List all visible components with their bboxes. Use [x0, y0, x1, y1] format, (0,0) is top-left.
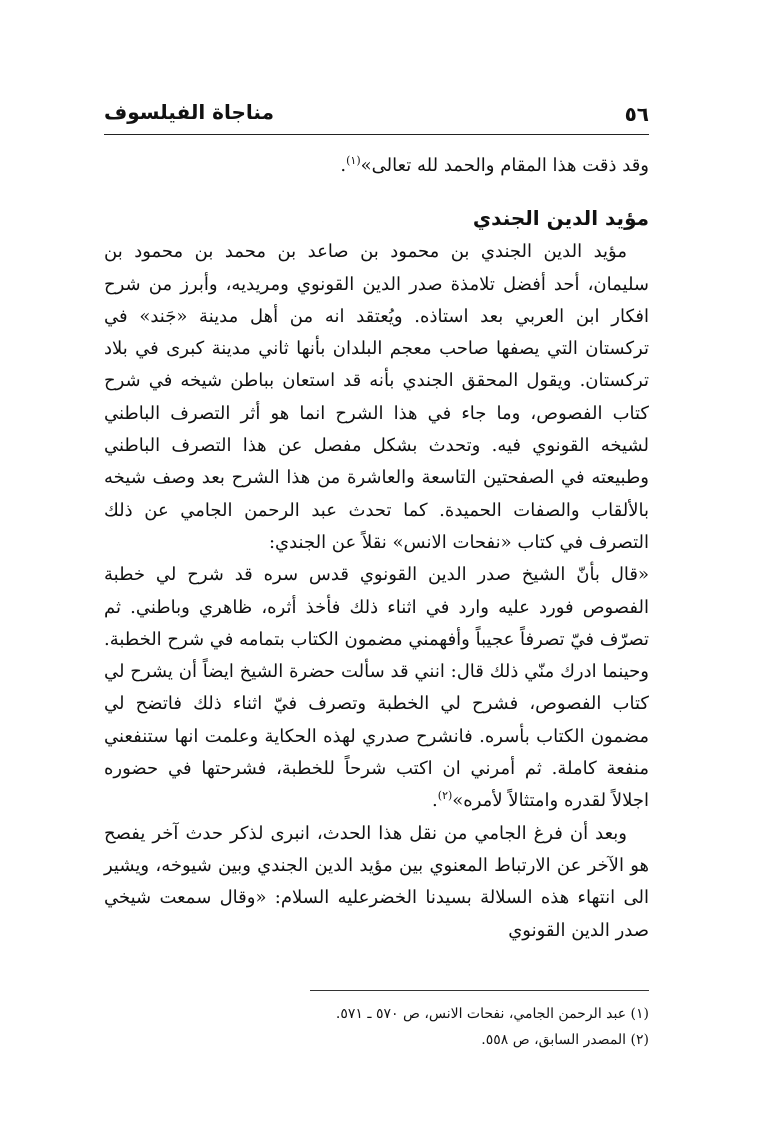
- quotation-end: .: [432, 790, 438, 812]
- section-heading: مؤيد الدين الجندي: [472, 206, 649, 231]
- footnote-rule: [310, 990, 649, 991]
- header-rule: [104, 134, 649, 135]
- biography-paragraph: مؤيد الدين الجندي بن محمود بن صاعد بن محمد بن محمود بن سليمان، أحد أفضل تلامذة صدر الدين القونوي ومريديه، وأبرز من شرح افكار ابن العربي بعد استاذه. ويُعتقد انه من أهل مدينة «جَند» في تركستان التي يصفها صاحب معجم البلدان بأنها ثاني مدينة كبرى في بلاد تركستان. ويقول المحقق الجندي بأنه قد استعان بباطن شيخه في شرح كتاب الفصوص، وما جاء في هذا الشرح انما هو أثر التصرف الباطني لشيخه القونوي فيه. وتحدث بشكل مفصل عن هذا التصرف الباطني وطبيعته في الصفحتين التاسعة والعاشرة من هذا الشرح بعد وصف شيخه بالألقاب والصفات الحميدة. كما تحدث عبد الرحمن الجامي عن ذلك التصرف في كتاب «نفحات الانس» نقلاً عن الجندي:: [104, 241, 649, 553]
- footnote-2: (٢) المصدر السابق، ص ٥٥٨.: [481, 1032, 649, 1048]
- quotation-paragraph: [104, 559, 649, 817]
- footnote-ref-1: (١): [346, 154, 361, 167]
- continuation-paragraph: وبعد أن فرغ الجامي من نقل هذا الحدث، انبرى لذكر حدث آخر يفصح هو الآخر عن الارتباط المعنوي بين مؤيد الدين الجندي وبين شيوخه، ويشير الى انتهاء هذه السلالة بسيدنا الخضرعليه السلام: «وقال سمعت شيخي صدر الدين القونوي: [104, 822, 649, 941]
- opening-line: [104, 150, 649, 182]
- opening-line-text: وقد ذقت هذا المقام والحمد لله تعالى»: [360, 155, 649, 176]
- running-title: مناجاة الفيلسوف: [104, 100, 274, 124]
- page-header: [104, 98, 649, 138]
- footnotes: [104, 1001, 649, 1053]
- footnote-ref-2: (٢): [437, 789, 453, 803]
- main-text: [104, 150, 649, 947]
- page-number: ٥٦: [624, 102, 649, 126]
- quotation-text: «قال بأنّ الشيخ صدر الدين القونوي قدس سره قد شرح لي خطبة الفصوص فورد عليه وارد في اثناء ذلك فأخذ أثره، ظاهري وباطني. ثم تصرّف فيّ تصرفاً عجيباً وأفهمني مضمون الكتاب بتمامه في شرح الخطبة. وحينما ادرك منّي ذلك قال: انني قد سألت حضرة الشيخ ايضاً أن يشرح لي كتاب الفصوص، فشرح لي الخطبة وتصرف فيّ اثناء ذلك فاتضح لي مضمون الكتاب بأسره. فانشرح صدري لهذه الحكاية وعلمت انها ستنفعني منفعة كاملة. ثم أمرني ان اكتب شرحاً للخطبة، فشرحتها في حضوره اجلالاً لقدره وامتثالاً لأمره»: [104, 564, 649, 812]
- footnote-1: (١) عبد الرحمن الجامي، نفحات الانس، ص ٥٧٠ ـ ٥٧١.: [335, 1006, 649, 1022]
- opening-line-end: .: [340, 155, 347, 176]
